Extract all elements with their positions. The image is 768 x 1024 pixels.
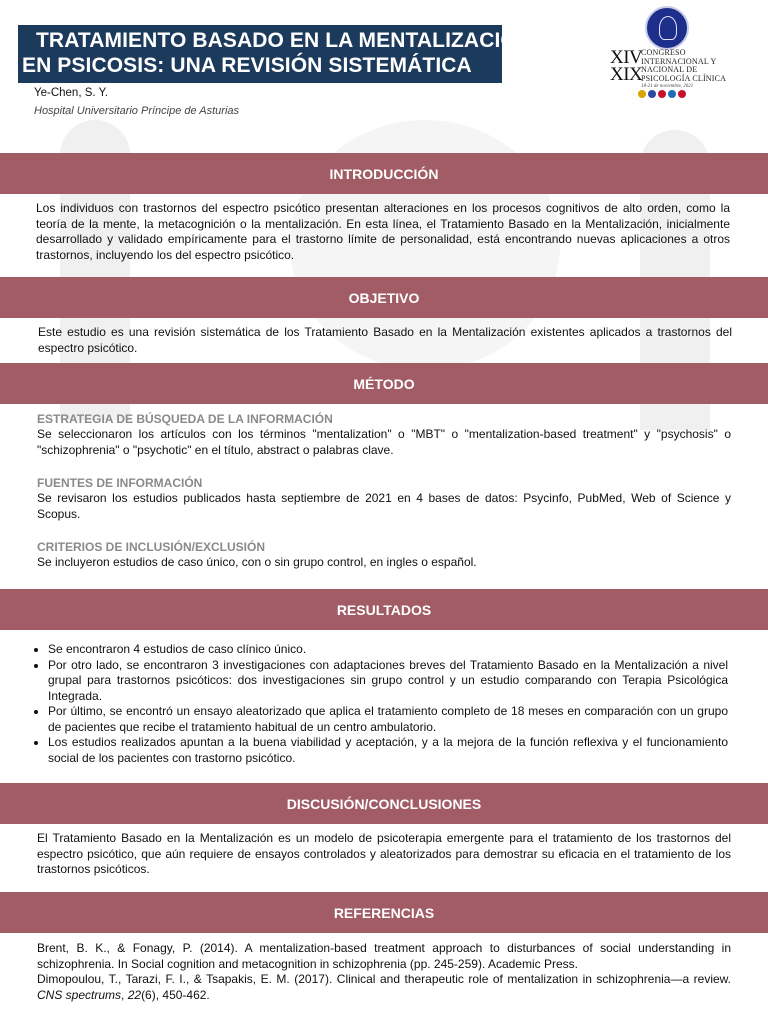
method-criteria-title: CRITERIOS DE INCLUSIÓN/EXCLUSIÓN [37, 540, 266, 554]
intro-text: Los individuos con trastornos del espectro psicótico presentan alteraciones en los procesos cognitivos de alto orden, como la teoría de la mente, la metacognición o la mentalización. En esta línea, el Tratamiento Basado en la Mentalización, inicialmente desarrollado y validado empíricamente para el trastorno límite de personalidad, está encontrando nuevas aplicaciones a otros trastornos, incluyendo los del espectro psicótico. [36, 201, 730, 262]
reference-2-main: Dimopoulou, T., Tarazi, F. I., & Tsapakis, E. M. (2017). Clinical and therapeutic role of mentalization in schizophrenia—a review. [37, 972, 731, 986]
logo-line-4: PSICOLOGÍA CLÍNICA [641, 73, 727, 83]
method-sources-block [37, 476, 731, 522]
section-header-objective: OBJETIVO [0, 277, 768, 318]
method-sources-text: Se revisaron los estudios publicados hasta septiembre de 2021 en 4 bases de datos: Psycinfo, PubMed, Web of Science y Scopus. [37, 491, 731, 521]
flag-icon [678, 90, 686, 98]
poster-title [18, 25, 533, 83]
flag-icon [668, 90, 676, 98]
results-item: • Se encontraron 4 estudios de caso clínico único. [48, 642, 728, 658]
reference-2-journal: CNS spectrums [37, 987, 122, 1002]
author-affiliation: Hospital Universitario Príncipe de Asturias [34, 105, 240, 117]
section-header-method: MÉTODO [0, 363, 768, 404]
title-line-1: TRATAMIENTO BASADO EN LA MENTALIZACIÓN [36, 29, 533, 52]
reference-item: Dimopoulou, T., Tarazi, F. I., & Tsapakis, E. M. (2017). Clinical and therapeutic role of mentalization in schizophrenia—a review. CNS spectrums, 22(6), 450-462. [37, 972, 731, 1002]
references-list [37, 941, 731, 1003]
method-search-text: Se seleccionaron los artículos con los términos "mentalization" o "MBT" o "mentalization-based treatment" y "psychosis" o "schizophrenia" o "psychotic" en el título, abstract o palabras clave. [37, 427, 731, 457]
logo-text [641, 49, 726, 83]
results-list [32, 642, 728, 766]
section-header-intro: INTRODUCCIÓN [0, 153, 768, 194]
logo-line-2: INTERNACIONAL Y [641, 56, 717, 66]
section-header-results: RESULTADOS [0, 589, 768, 630]
flag-icon [638, 90, 646, 98]
author-name: Ye-Chen, S. Y. [34, 87, 108, 99]
results-item: • Por otro lado, se encontraron 3 investigaciones con adaptaciones breves del Tratamiento Basado en la Mentalización a nivel grupal para trastornos psicóticos: dos investigaciones sin grupo control y un estudio comparando con Terapia Psicológica Integrada. [48, 658, 728, 705]
method-search-block [37, 412, 731, 458]
logo-roman-top: XIV [610, 47, 643, 68]
method-criteria-block [37, 540, 731, 571]
method-sources-title: FUENTES DE INFORMACIÓN [37, 476, 203, 490]
reference-2-tail: (6), 450-462. [141, 987, 210, 1002]
section-header-discussion: DISCUSIÓN/CONCLUSIONES [0, 783, 768, 824]
method-search-title: ESTRATEGIA DE BÚSQUEDA DE LA INFORMACIÓN [37, 412, 333, 426]
section-header-references: REFERENCIAS [0, 892, 768, 933]
objective-text: Este estudio es una revisión sistemática de los Tratamiento Basado en la Mentalización existentes aplicados a trastornos del espectro psicótico. [38, 325, 732, 355]
congress-logo [608, 6, 758, 96]
logo-line-3: NACIONAL DE [641, 65, 698, 74]
flag-icon [648, 90, 656, 98]
logo-line-1: CONGRESO [641, 48, 686, 57]
logo-roman-bottom: XIX [610, 64, 643, 85]
discussion-text: El Tratamiento Basado en la Mentalización es un modelo de psicoterapia emergente para el tratamiento de los trastornos del espectro psicótico, que aún requiere de ensayos controlados y aleatorizados para demostrar su eficacia en el tratamiento de los trastornos psicóticos. [37, 831, 731, 876]
language-flags [638, 90, 686, 98]
logo-date: 18-21 de noviembre, 2021 [641, 84, 694, 89]
congress-emblem-icon [645, 6, 689, 50]
reference-item: Brent, B. K., & Fonagy, P. (2014). A mentalization-based treatment approach to disturbances of social understanding in schizophrenia. In Social cognition and metacognition in schizophrenia (pp. 245-259). Academic Press. [37, 941, 731, 971]
reference-2-volume: 22 [127, 987, 142, 1002]
title-line-2: EN PSICOSIS: UNA REVISIÓN SISTEMÁTICA [22, 54, 472, 77]
results-item: • Los estudios realizados apuntan a la buena viabilidad y aceptación, y a la mejora de la función reflexiva y el funcionamiento social de los pacientes con trastorno psicótico. [48, 735, 728, 766]
method-criteria-text: Se incluyeron estudios de caso único, con o sin grupo control, en ingles o español. [37, 555, 477, 569]
results-item: • Por último, se encontró un ensayo aleatorizado que aplica el tratamiento completo de 18 meses en comparación con un grupo de pacientes que recibe el tratamiento habitual de un centro ambulatorio. [48, 704, 728, 735]
flag-icon [658, 90, 666, 98]
